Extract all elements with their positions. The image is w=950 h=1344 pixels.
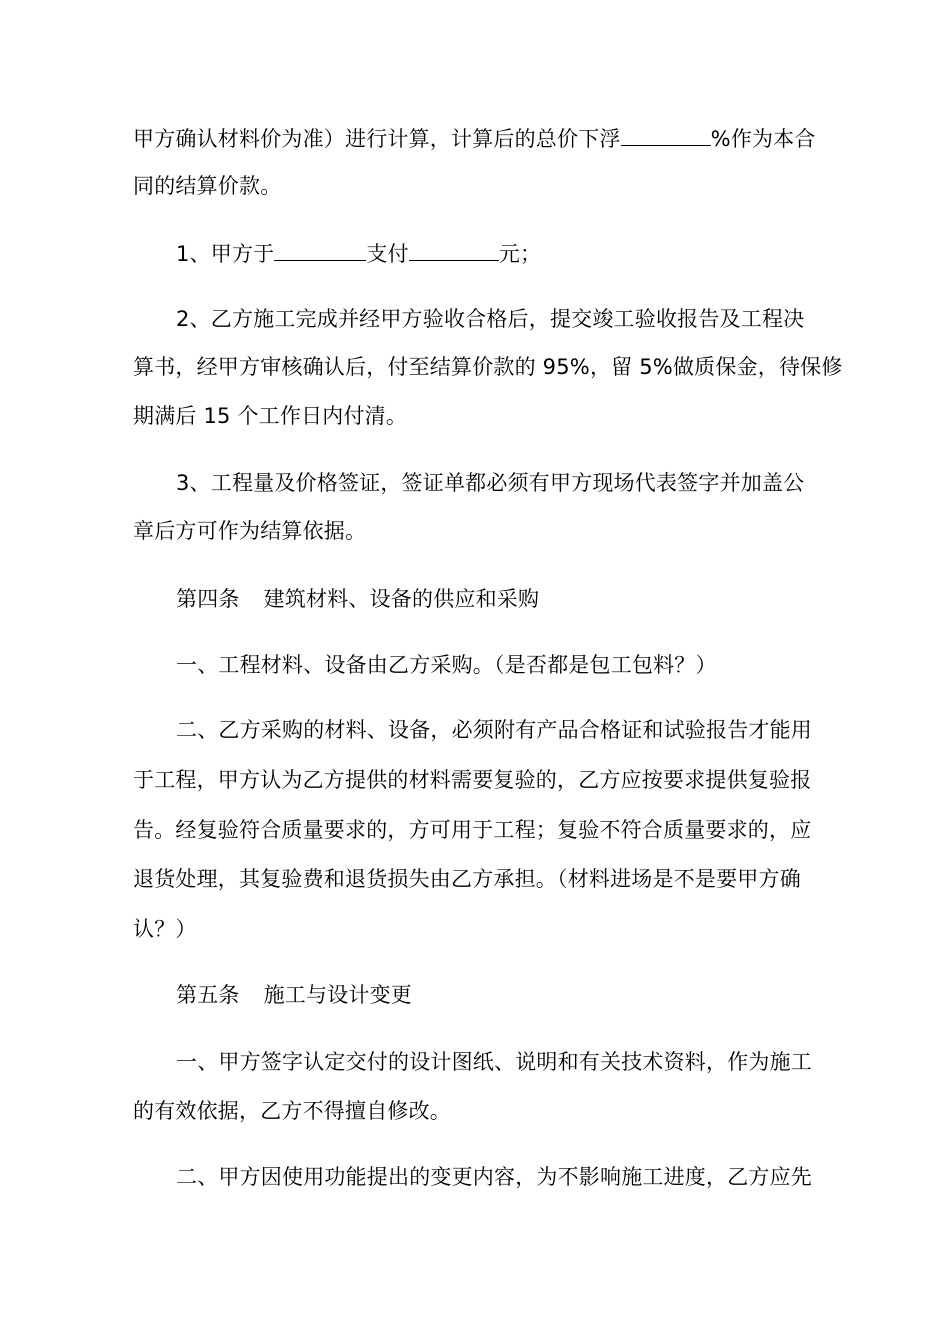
text-line: 二、乙方采购的材料、设备，必须附有产品合格证和试验报告才能用 xyxy=(176,718,812,742)
text-line: 认？） xyxy=(133,917,197,941)
text-line: 告。经复验符合质量要求的，方可用于工程；复验不符合质量要求的，应 xyxy=(133,818,812,842)
text-line: 算书，经甲方审核确认后，付至结算价款的 95%，留 5%做质保金，待保修 xyxy=(133,355,843,379)
text-segment: 甲方确认材料价为准）进行计算，计算后的总价下浮 xyxy=(133,127,621,151)
text-line: 2、乙方施工完成并经甲方验收合格后，提交竣工验收报告及工程决 xyxy=(176,307,805,331)
text-segment: 1、甲方于 xyxy=(176,242,275,266)
section-number: 第五条 xyxy=(176,983,240,1007)
text-line: 一、甲方签字认定交付的设计图纸、说明和有关技术资料，作为施工 xyxy=(176,1050,812,1074)
fill-blank xyxy=(409,240,499,261)
text-line: 一、工程材料、设备由乙方采购。（是否都是包工包料？） xyxy=(176,653,717,677)
text-segment: 元； xyxy=(498,242,542,266)
section-heading xyxy=(176,983,412,1007)
text-line: 二、甲方因使用功能提出的变更内容，为不影响施工进度，乙方应先 xyxy=(176,1165,812,1189)
text-line: 于工程，甲方认为乙方提供的材料需要复验的，乙方应按要求提供复验报 xyxy=(133,768,812,792)
text-segment: %作为本合 xyxy=(710,127,816,151)
text-line: 3、工程量及价格签证，签证单都必须有甲方现场代表签字并加盖公 xyxy=(176,471,805,495)
text-line: 期满后 15 个工作日内付清。 xyxy=(133,404,408,428)
section-title: 施工与设计变更 xyxy=(263,983,413,1007)
section-title: 建筑材料、设备的供应和采购 xyxy=(263,587,540,611)
text-segment: 支付 xyxy=(366,242,409,266)
section-heading xyxy=(176,587,539,611)
fill-blank xyxy=(274,240,366,261)
text-line xyxy=(133,125,816,151)
text-line: 章后方可作为结算依据。 xyxy=(133,519,367,543)
section-number: 第四条 xyxy=(176,587,240,611)
text-line: 退货处理，其复验费和退货损失由乙方承担。（材料进场是不是要甲方确 xyxy=(133,867,801,891)
fill-blank xyxy=(621,125,711,146)
text-line xyxy=(176,240,541,266)
text-line: 同的结算价款。 xyxy=(133,174,282,198)
text-line: 的有效依据，乙方不得擅自修改。 xyxy=(133,1099,451,1123)
